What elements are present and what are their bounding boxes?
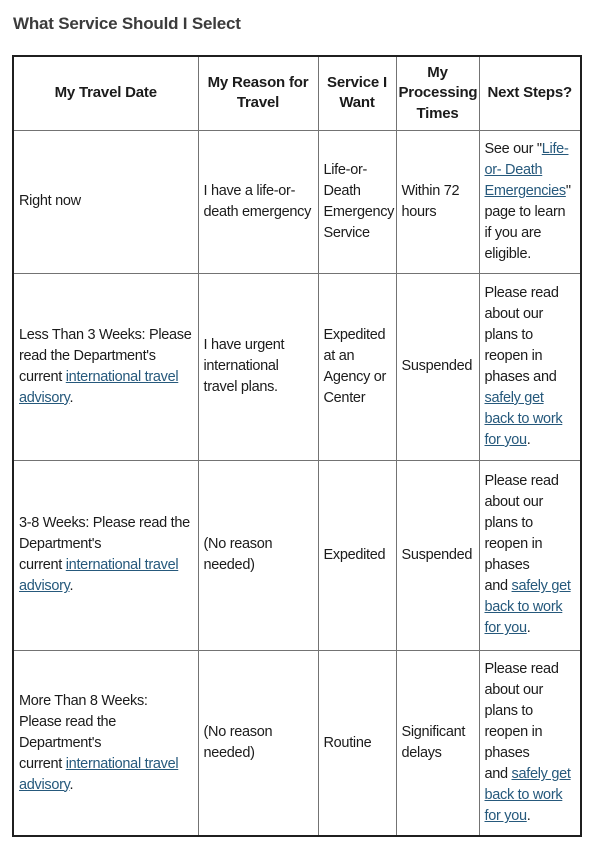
cell-travel-date <box>13 130 198 273</box>
cell-text: Expedited at an Agency or Center <box>323 326 387 406</box>
page-title: What Service Should I Select <box>13 14 241 33</box>
table-row <box>13 460 581 650</box>
cell-service <box>318 460 396 650</box>
cell-reason <box>198 273 318 460</box>
cell-processing <box>396 650 479 836</box>
cell-processing <box>396 460 479 650</box>
cell-next-steps <box>479 130 581 273</box>
cell-processing <box>396 130 479 273</box>
cell-text: Please read about our plans to reopen in phases and <box>484 284 559 385</box>
cell-next-steps <box>479 650 581 836</box>
cell-next-steps <box>479 273 581 460</box>
cell-text: Please read about our plans to reopen in phases and <box>484 473 559 595</box>
header-service-i-want: Service I Want <box>318 56 396 130</box>
cell-text: I have a life-or-death emergency <box>203 182 312 220</box>
table-body <box>13 130 581 836</box>
cell-text: Routine <box>323 734 372 751</box>
international-travel-advisory-link[interactable]: international travel advisory <box>19 557 179 595</box>
cell-text: Suspended <box>401 358 473 375</box>
life-or-death-emergencies-link[interactable]: Life-or- Death Emergencies <box>484 140 569 199</box>
cell-text: Right now <box>19 193 81 210</box>
cell-text: . <box>69 578 74 595</box>
cell-text: I have urgent international travel plans. <box>203 337 285 396</box>
cell-text: . <box>526 620 531 637</box>
table-header <box>13 56 581 130</box>
cell-text: More Than 8 Weeks: Please read the Department's current <box>19 692 148 772</box>
cell-reason <box>198 130 318 273</box>
cell-text: Significant delays <box>401 724 466 762</box>
cell-text: 3-8 Weeks: Please read the Department's current <box>19 515 190 574</box>
cell-text: (No reason needed) <box>203 724 273 762</box>
cell-text: . <box>526 808 531 825</box>
cell-next-steps <box>479 460 581 650</box>
cell-processing <box>396 273 479 460</box>
cell-text: Less Than 3 Weeks: Please read the Department's current <box>19 326 192 385</box>
safely-get-back-to-work-link[interactable]: safely get back to work for you <box>484 578 571 637</box>
cell-service <box>318 273 396 460</box>
cell-text: . <box>69 776 74 793</box>
header-travel-date: My Travel Date <box>13 56 198 130</box>
cell-service <box>318 130 396 273</box>
international-travel-advisory-link[interactable]: international travel advisory <box>19 755 179 793</box>
cell-text: Expedited <box>323 546 386 563</box>
table-row <box>13 273 581 460</box>
header-reason-for-travel: My Reason for Travel <box>198 56 318 130</box>
cell-text: See our " <box>484 140 542 157</box>
cell-reason <box>198 650 318 836</box>
service-selection-table <box>12 55 582 837</box>
table-row <box>13 650 581 836</box>
table-row <box>13 130 581 273</box>
international-travel-advisory-link[interactable]: international travel advisory <box>19 368 179 406</box>
safely-get-back-to-work-link[interactable]: safely get back to work for you <box>484 766 571 825</box>
cell-text: Within 72 hours <box>401 182 460 220</box>
header-next-steps: Next Steps? <box>479 56 581 130</box>
header-row <box>13 56 581 130</box>
cell-text: Suspended <box>401 546 473 563</box>
header-processing-times: My Processing Times <box>396 56 479 130</box>
cell-text: " page to learn if you are eligible. <box>484 182 571 262</box>
safely-get-back-to-work-link[interactable]: safely get back to work for you <box>484 389 563 448</box>
cell-travel-date <box>13 273 198 460</box>
cell-travel-date <box>13 460 198 650</box>
cell-reason <box>198 460 318 650</box>
cell-service <box>318 650 396 836</box>
cell-text: Life-or-Death Emergency Service <box>323 161 395 241</box>
cell-text: Please read about our plans to reopen in phases and <box>484 661 559 783</box>
cell-travel-date <box>13 650 198 836</box>
cell-text: . <box>526 431 531 448</box>
cell-text: (No reason needed) <box>203 536 273 574</box>
cell-text: . <box>69 389 74 406</box>
